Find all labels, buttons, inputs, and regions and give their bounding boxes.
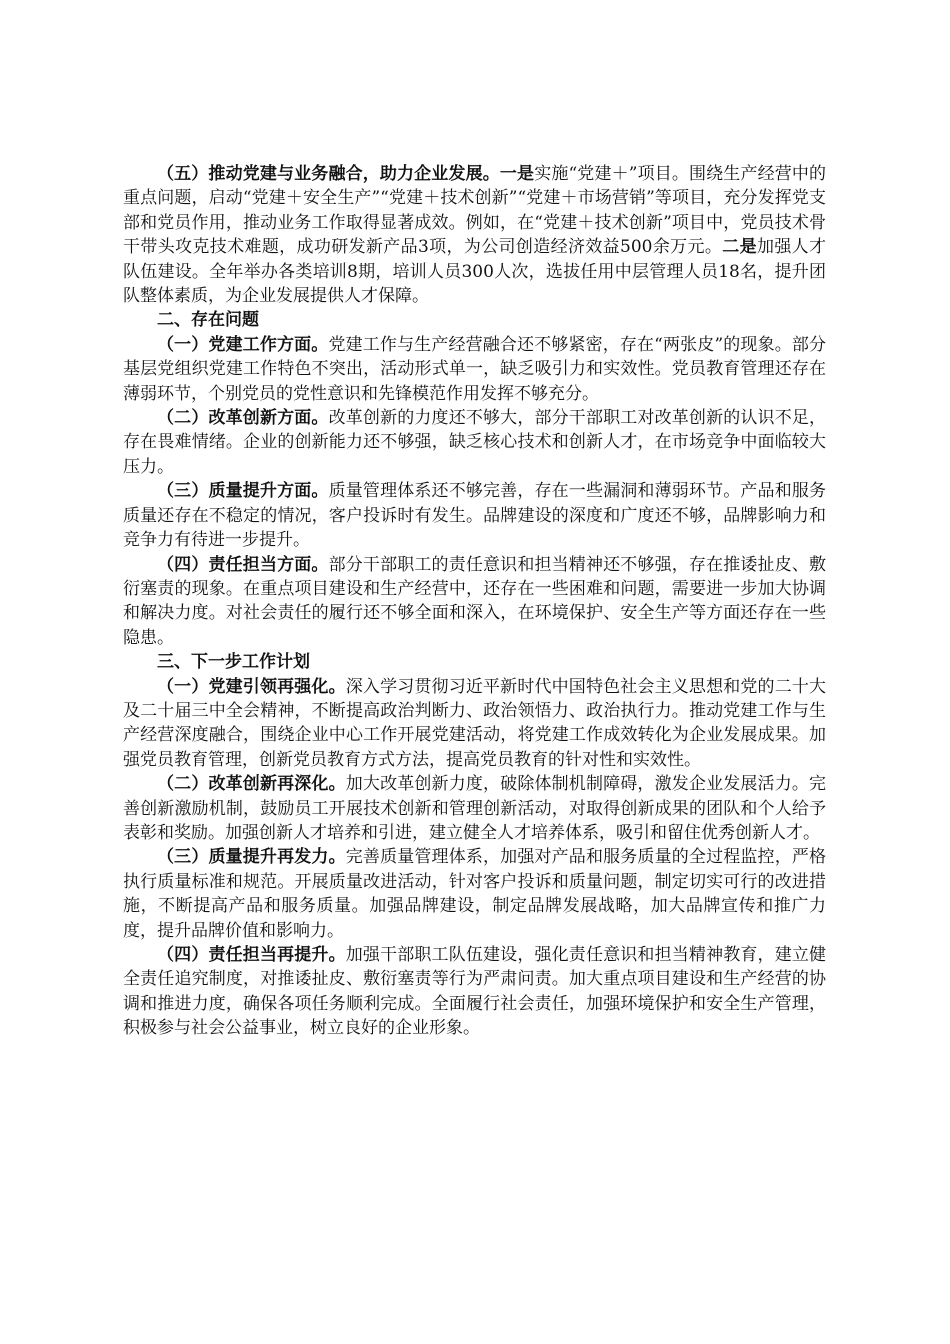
emphasis-text: 一是 [499,164,535,184]
document-body [123,162,826,1041]
body-paragraph [123,553,826,651]
body-paragraph [123,845,826,943]
paragraph-text: 改革创新的力度还不够大，部分干部职工对改革创新的认识不足，存在畏难情绪。企业的创新能力还不够强，缺乏核心技术和创新人才，在市场竞争中面临较大压力。 [123,408,827,477]
paragraph-text: 加强人才队伍建设。全年举办各类培训8期，培训人员300人次，选拔任用中层管理人员18名，提升团队整体素质，为企业发展提供人才保障。 [123,237,827,307]
body-paragraph [123,406,826,479]
body-paragraph [123,943,826,1041]
body-paragraph [123,675,826,773]
paragraph-text: 质量管理体系还不够完善，存在一些漏洞和薄弱环节。产品和服务质量还存在不稳定的情况，客户投诉时有发生。品牌建设的深度和广度还不够，品牌影响力和竞争力有待进一步提升。 [123,481,827,551]
paragraph-text: 党建工作与生产经营融合还不够紧密，存在“两张皮”的现象。部分基层党组织党建工作特色不突出，活动形式单一，缺乏吸引力和实效性。党员教育管理还存在薄弱环节，个别党员的党性意识和先锋模范作用发挥不够充分。 [123,334,827,404]
paragraph-lead: （五）推动党建与业务融合，助力企业发展。 [157,164,500,184]
paragraph-lead: （四）责任担当方面。 [157,554,329,575]
paragraph-text: 深入学习贯彻习近平新时代中国特色社会主义思想和党的二十大及二十届三中全会精神，不断提高政治判断力、政治领悟力、政治执行力。推动党建工作与生产经营深度融合，围绕企业中心工作开展党建活动，将党建工作成效转化为企业发展成果。加强党员教育管理，创新党员教育方式方法，提高党员教育的针对性和实效性。 [123,676,827,770]
paragraph-text: 加强干部职工队伍建设，强化责任意识和担当精神教育，建立健全责任追究制度，对推诿扯皮、敷衍塞责等行为严肃问责。加大重点项目建设和生产经营的协调和推进力度，确保各项任务顺利完成。全面履行社会责任，加强环境保护和安全生产管理，积极参与社会公益事业，树立良好的企业形象。 [123,945,827,1039]
paragraph-lead: （二）改革创新方面。 [157,408,329,429]
paragraph-lead: （一）党建引领再强化。 [157,676,346,697]
body-paragraph [123,162,826,308]
body-paragraph [123,333,826,406]
section-heading: 三、下一步工作计划 [157,652,310,673]
paragraph-text: 实施“党建＋”项目。围绕生产经营中的重点问题，启动“党建＋安全生产”“党建＋技术创新”“党建＋市场营销”等项目，充分发挥党支部和党员作用，推动业务工作取得显著成效。例如，在“党建＋技术创新”项目中，党员技术骨干带头攻克技术难题，成功研发新产品3项，为公司创造经济效益500余万元。 [123,164,827,258]
paragraph-lead: （三）质量提升再发力。 [157,847,346,868]
emphasis-text: 二是 [722,237,757,258]
paragraph-text: 加大改革创新力度，破除体制机制障碍，激发企业发展活力。完善创新激励机制，鼓励员工开展技术创新和管理创新活动，对取得创新成果的团队和个人给予表彰和奖励。加强创新人才培养和引进，建立健全人才培养体系，吸引和留住优秀创新人才。 [123,774,827,843]
paragraph-lead: （一）党建工作方面。 [157,334,329,355]
body-paragraph [123,479,826,552]
paragraph-lead: （四）责任担当再提升。 [157,945,346,965]
section-heading: 二、存在问题 [157,310,259,331]
paragraph-text: 部分干部职工的责任意识和担当精神还不够强，存在推诿扯皮、敷衍塞责的现象。在重点项目建设和生产经营中，还存在一些困难和问题，需要进一步加大协调和解决力度。对社会责任的履行还不够全面和深入，在环境保护、安全生产等方面还存在一些隐患。 [123,554,827,648]
paragraph-lead: （二）改革创新再深化。 [157,774,346,795]
paragraph-text: 完善质量管理体系，加强对产品和服务质量的全过程监控，严格执行质量标准和规范。开展质量改进活动，针对客户投诉和质量问题，制定切实可行的改进措施，不断提高产品和服务质量。加强品牌建设，制定品牌发展战略，加大品牌宣传和推广力度，提升品牌价值和影响力。 [123,847,827,941]
paragraph-lead: （三）质量提升方面。 [157,481,329,502]
body-paragraph [123,772,826,845]
